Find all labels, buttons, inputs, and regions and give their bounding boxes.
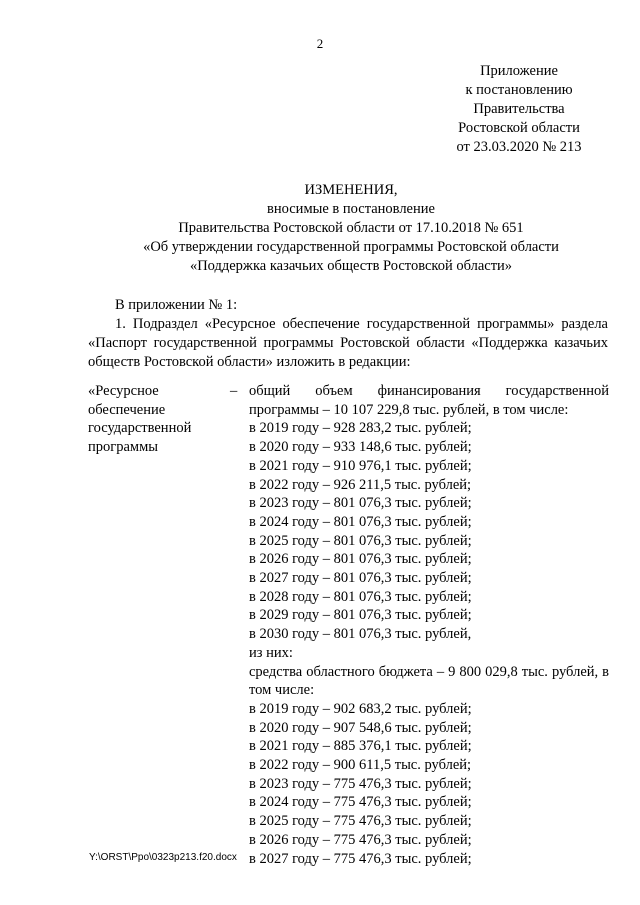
appendix-line: от 23.03.2020 № 213 bbox=[456, 139, 582, 155]
year-line: в 2022 году – 900 611,5 тыс. рублей; bbox=[249, 757, 472, 774]
year-line: в 2022 году – 926 211,5 тыс. рублей; bbox=[249, 476, 472, 493]
section-reference: В приложении № 1: bbox=[115, 297, 238, 313]
regional-budget-intro: средства областного бюджета – 9 800 029,8 тыс. рублей, в том числе: bbox=[249, 663, 609, 699]
total-funding-intro: общий объем финансирования государственной программы – 10 107 229,8 тыс. рублей, в том числе: bbox=[249, 383, 609, 418]
appendix-line: Приложение bbox=[480, 63, 558, 79]
year-line: в 2020 году – 933 148,6 тыс. рублей; bbox=[249, 439, 472, 456]
appendix-line: к постановлению bbox=[465, 82, 573, 98]
amendment-item: 1. Подраздел «Ресурсное обеспечение государственной программы» раздела «Паспорт государственной программы Ростовской области «Поддержка казачьих обществ Ростовской области» изложить в редакции: bbox=[88, 316, 608, 370]
title-line: «Поддержка казачьих обществ Ростовской области» bbox=[189, 258, 513, 274]
year-line: в 2021 году – 910 976,1 тыс. рублей; bbox=[249, 457, 472, 474]
label-dash: – bbox=[230, 383, 238, 399]
year-line: в 2029 году – 801 076,3 тыс. рублей; bbox=[249, 607, 472, 624]
year-line: в 2024 году – 801 076,3 тыс. рублей; bbox=[249, 513, 472, 530]
file-path-footer: Y:\ORST\Ppo\0323p213.f20.docx bbox=[89, 852, 237, 863]
resource-label: «Ресурсное обеспечение государственной программы bbox=[88, 383, 192, 456]
intro-text bbox=[88, 296, 608, 372]
of-which-label: из них: bbox=[249, 644, 293, 661]
title-line: «Об утверждении государственной программы Ростовской области bbox=[143, 239, 559, 255]
year-line: в 2023 году – 775 476,3 тыс. рублей; bbox=[249, 775, 472, 792]
year-line: в 2027 году – 775 476,3 тыс. рублей; bbox=[249, 850, 472, 867]
appendix-heading bbox=[448, 62, 590, 157]
year-line: в 2027 году – 801 076,3 тыс. рублей; bbox=[249, 570, 472, 587]
resource-values bbox=[249, 382, 609, 868]
year-line: в 2028 году – 801 076,3 тыс. рублей; bbox=[249, 588, 472, 605]
title-line: вносимые в постановление bbox=[267, 201, 435, 217]
year-line: в 2023 году – 801 076,3 тыс. рублей; bbox=[249, 495, 472, 512]
appendix-line: Правительства bbox=[473, 101, 565, 117]
year-line: в 2024 году – 775 476,3 тыс. рублей; bbox=[249, 794, 472, 811]
year-line: в 2025 году – 775 476,3 тыс. рублей; bbox=[249, 813, 472, 830]
appendix-line: Ростовской области bbox=[458, 120, 580, 136]
year-line: в 2026 году – 801 076,3 тыс. рублей; bbox=[249, 551, 472, 568]
year-line: в 2030 году – 801 076,3 тыс. рублей, bbox=[249, 626, 472, 643]
year-line: в 2026 году – 775 476,3 тыс. рублей; bbox=[249, 831, 472, 848]
title-heading: ИЗМЕНЕНИЯ, bbox=[304, 182, 398, 198]
year-line: в 2020 году – 907 548,6 тыс. рублей; bbox=[249, 719, 472, 736]
year-line: в 2025 году – 801 076,3 тыс. рублей; bbox=[249, 532, 472, 549]
document-title bbox=[60, 181, 640, 276]
year-line: в 2021 году – 885 376,1 тыс. рублей; bbox=[249, 738, 472, 755]
title-line: Правительства Ростовской области от 17.10.2018 № 651 bbox=[178, 220, 524, 236]
year-line: в 2019 году – 902 683,2 тыс. рублей; bbox=[249, 700, 472, 717]
page-number: 2 bbox=[316, 36, 324, 51]
year-line: в 2019 году – 928 283,2 тыс. рублей; bbox=[249, 420, 472, 437]
